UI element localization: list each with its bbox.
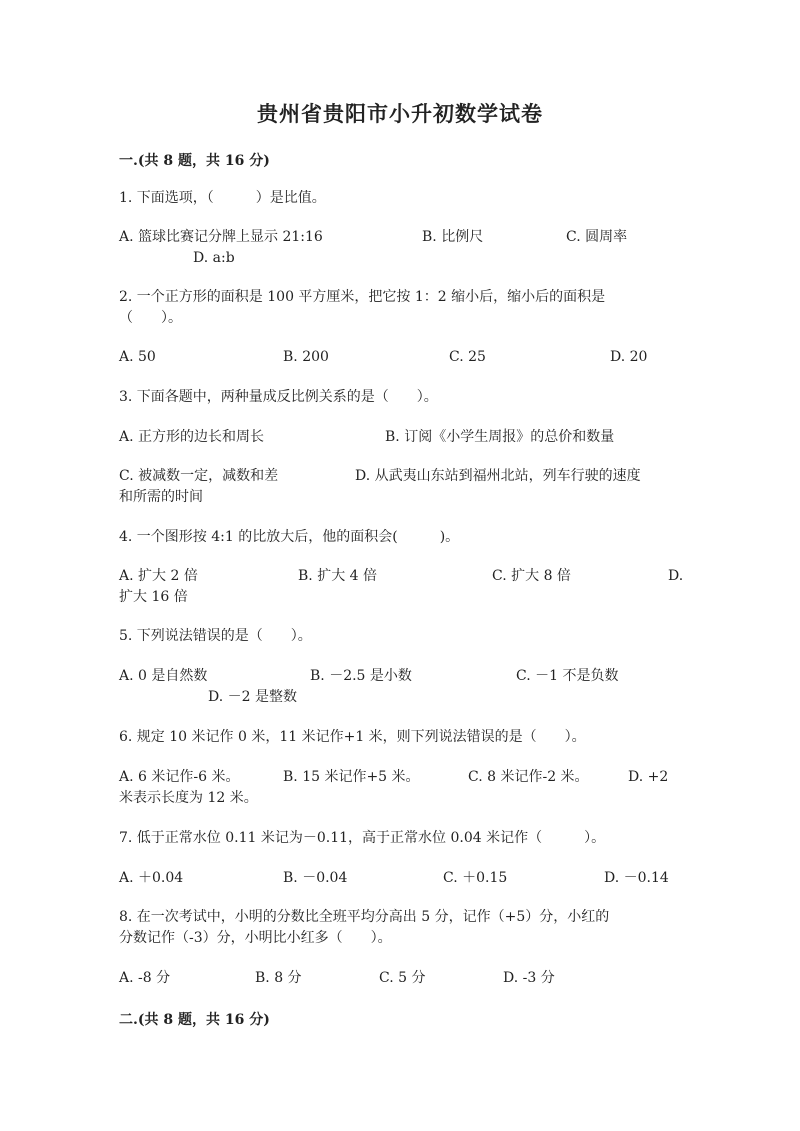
question-8-option-b: B. 8 分 <box>255 970 302 986</box>
question-7-option-d: D. －0.14 <box>604 870 669 886</box>
question-6-option-b: B. 15 米记作+5 米。 <box>283 769 420 785</box>
question-2-option-d: D. 20 <box>610 349 648 365</box>
question-8-stem-line-2: 分数记作（-3）分，小明比小红多（ ）。 <box>119 930 392 946</box>
question-6-option-d: D. +2 <box>628 769 669 785</box>
page-title: 贵州省贵阳市小升初数学试卷 <box>257 101 543 126</box>
question-6-option-c: C. 8 米记作-2 米。 <box>468 769 589 785</box>
question-4-option-d: D. <box>668 568 684 584</box>
question-1-option-c: C. 圆周率 <box>566 229 628 245</box>
question-3-stem: 3. 下面各题中，两种量成反比例关系的是（ ）。 <box>119 389 438 405</box>
question-1-option-b: B. 比例尺 <box>422 229 484 245</box>
question-4-option-b: B. 扩大 4 倍 <box>298 568 377 584</box>
question-7-option-c: C. ＋0.15 <box>443 870 508 886</box>
question-6-option-d-continued: 米表示长度为 12 米。 <box>119 790 258 806</box>
section-heading-1: 一.(共 8 题，共 16 分) <box>119 153 270 169</box>
question-4-option-c: C. 扩大 8 倍 <box>492 568 571 584</box>
section-heading-2: 二.(共 8 题，共 16 分) <box>119 1012 270 1028</box>
question-8-option-c: C. 5 分 <box>379 970 426 986</box>
question-2-option-c: C. 25 <box>449 349 486 365</box>
question-3-option-c: C. 被减数一定，减数和差 <box>119 468 279 484</box>
question-8-option-d: D. -3 分 <box>503 970 555 986</box>
question-3-option-d: D. 从武夷山东站到福州北站，列车行驶的速度 <box>355 468 641 484</box>
question-1-option-d: D. a:b <box>193 250 235 266</box>
question-8-stem-line-1: 8. 在一次考试中，小明的分数比全班平均分高出 5 分，记作（+5）分，小红的 <box>119 909 610 925</box>
question-2-stem-line-1: 2. 一个正方形的面积是 100 平方厘米，把它按 1：2 缩小后，缩小后的面积是 <box>119 289 606 305</box>
question-6-option-a: A. 6 米记作-6 米。 <box>119 769 240 785</box>
question-7-option-b: B. －0.04 <box>283 870 348 886</box>
question-5-stem: 5. 下列说法错误的是（ ）。 <box>119 628 312 644</box>
question-8-option-a: A. -8 分 <box>119 970 171 986</box>
question-5-option-a: A. 0 是自然数 <box>119 668 208 684</box>
question-4-option-d-continued: 扩大 16 倍 <box>119 589 188 605</box>
question-2-option-a: A. 50 <box>119 349 156 365</box>
question-7-stem: 7. 低于正常水位 0.11 米记为－0.11，高于正常水位 0.04 米记作（ ）。 <box>119 830 606 846</box>
question-1-option-a: A. 篮球比赛记分牌上显示 21:16 <box>119 229 323 245</box>
question-2-option-b: B. 200 <box>283 349 329 365</box>
question-2-stem-line-2: （ ）。 <box>119 310 182 326</box>
question-3-option-d-continued: 和所需的时间 <box>119 489 203 505</box>
question-7-option-a: A. ＋0.04 <box>119 870 184 886</box>
question-3-option-b: B. 订阅《小学生周报》的总价和数量 <box>385 429 615 445</box>
question-5-option-b: B. －2.5 是小数 <box>310 668 412 684</box>
question-5-option-d: D. －2 是整数 <box>208 689 297 705</box>
question-5-option-c: C. －1 不是负数 <box>516 668 619 684</box>
question-4-option-a: A. 扩大 2 倍 <box>119 568 198 584</box>
question-6-stem: 6. 规定 10 米记作 0 米，11 米记作+1 米，则下列说法错误的是（ ）。 <box>119 729 586 745</box>
question-3-option-a: A. 正方形的边长和周长 <box>119 429 265 445</box>
question-4-stem: 4. 一个图形按 4:1 的比放大后，他的面积会( )。 <box>119 529 460 545</box>
question-1-stem: 1. 下面选项，（ ）是比值。 <box>119 190 326 206</box>
